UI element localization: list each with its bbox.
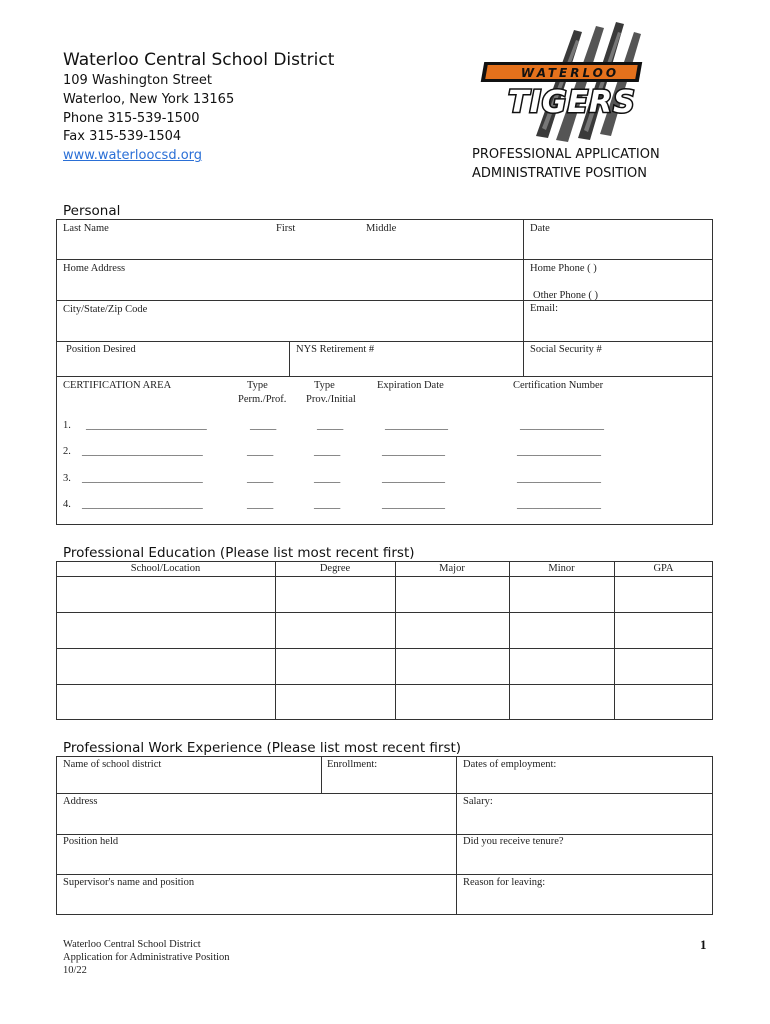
email-field[interactable]: Email: <box>530 303 558 314</box>
type-prov-sub: Prov./Initial <box>306 394 356 405</box>
city-state-zip-field[interactable]: City/State/Zip Code <box>63 304 148 315</box>
home-address-field[interactable]: Home Address <box>63 263 126 274</box>
type-prov-blank[interactable]: _____ <box>317 420 344 431</box>
enrollment-field[interactable]: Enrollment: <box>327 759 378 770</box>
dates-employment-field[interactable]: Dates of employment: <box>463 759 557 770</box>
form-title-line1: PROFESSIONAL APPLICATION <box>472 147 660 162</box>
cert-area-blank[interactable]: _______________________ <box>82 446 203 457</box>
position-desired-field[interactable]: Position Desired <box>66 344 136 355</box>
footer-line1: Waterloo Central School District <box>63 939 201 950</box>
row-number: 4. <box>63 499 71 510</box>
footer-line3: 10/22 <box>63 965 87 976</box>
position-held-field[interactable]: Position held <box>63 836 119 847</box>
personal-heading: Personal <box>63 203 121 219</box>
type-prov-blank[interactable]: _____ <box>314 446 341 457</box>
middle-name-field[interactable]: Middle <box>366 223 397 234</box>
tenure-field[interactable]: Did you receive tenure? <box>463 836 564 847</box>
page-number: 1 <box>700 937 707 952</box>
edu-row[interactable] <box>57 649 712 684</box>
social-security-field[interactable]: Social Security # <box>530 344 602 355</box>
date-field[interactable]: Date <box>530 223 550 234</box>
work-heading: Professional Work Experience (Please list most recent first) <box>63 740 462 756</box>
row-number: 2. <box>63 446 71 457</box>
claw-marks-icon <box>478 18 658 143</box>
cert-number-blank[interactable]: ________________ <box>517 473 601 484</box>
type-perm-sub: Perm./Prof. <box>238 394 287 405</box>
logo-bottom-text: TIGERS <box>508 85 636 120</box>
type-prov-blank[interactable]: _____ <box>314 473 341 484</box>
home-phone-field[interactable]: Home Phone ( ) <box>530 263 597 274</box>
edu-col-gpa: GPA <box>653 563 674 574</box>
nys-retirement-field[interactable]: NYS Retirement # <box>296 344 375 355</box>
work-section <box>56 756 713 915</box>
district-fax: Fax 315-539-1504 <box>63 129 182 144</box>
supervisor-field[interactable]: Supervisor's name and position <box>63 877 195 888</box>
edu-row[interactable] <box>57 577 712 612</box>
expiration-blank[interactable]: ____________ <box>382 473 445 484</box>
school-district-field[interactable]: Name of school district <box>63 759 162 770</box>
reason-leaving-field[interactable]: Reason for leaving: <box>463 877 546 888</box>
form-title-line2: ADMINISTRATIVE POSITION <box>472 166 647 181</box>
edu-col-major: Major <box>439 563 465 574</box>
edu-row[interactable] <box>57 685 712 719</box>
edu-col-degree: Degree <box>319 563 351 574</box>
salary-field[interactable]: Salary: <box>463 796 493 807</box>
last-name-field[interactable]: Last Name <box>63 223 109 234</box>
cert-area-blank[interactable]: _______________________ <box>86 420 207 431</box>
cert-number-blank[interactable]: ________________ <box>517 499 601 510</box>
district-phone: Phone 315-539-1500 <box>63 111 200 126</box>
cert-number-blank[interactable]: ________________ <box>517 446 601 457</box>
first-name-field[interactable]: First <box>276 223 296 234</box>
edu-col-school: School/Location <box>130 563 201 574</box>
type-prov-header: Type <box>314 380 335 391</box>
cert-area-blank[interactable]: _______________________ <box>82 499 203 510</box>
expiration-blank[interactable]: ____________ <box>385 420 448 431</box>
other-phone-field[interactable]: Other Phone ( ) <box>533 290 599 301</box>
cert-number-header: Certification Number <box>513 380 604 391</box>
type-perm-blank[interactable]: _____ <box>247 473 274 484</box>
work-address-field[interactable]: Address <box>63 796 98 807</box>
district-city: Waterloo, New York 13165 <box>63 92 235 107</box>
footer-line2: Application for Administrative Position <box>63 952 230 963</box>
cert-area-blank[interactable]: _______________________ <box>82 473 203 484</box>
tigers-logo <box>478 18 658 143</box>
type-prov-blank[interactable]: _____ <box>314 499 341 510</box>
edu-col-minor: Minor <box>548 563 575 574</box>
row-number: 1. <box>63 420 71 431</box>
expiration-blank[interactable]: ____________ <box>382 499 445 510</box>
edu-row[interactable] <box>57 613 712 648</box>
education-heading: Professional Education (Please list most recent first) <box>63 545 415 561</box>
type-perm-blank[interactable]: _____ <box>250 420 277 431</box>
logo-top-text: WATERLOO <box>520 66 620 80</box>
district-website-link[interactable]: www.waterloocsd.org <box>63 148 203 163</box>
district-name: Waterloo Central School District <box>63 50 335 70</box>
cert-area-header: CERTIFICATION AREA <box>63 380 172 391</box>
cert-number-blank[interactable]: ________________ <box>520 420 604 431</box>
row-number: 3. <box>63 473 71 484</box>
type-perm-blank[interactable]: _____ <box>247 499 274 510</box>
type-perm-header: Type <box>247 380 268 391</box>
expiration-blank[interactable]: ____________ <box>382 446 445 457</box>
expiration-header: Expiration Date <box>377 380 444 391</box>
type-perm-blank[interactable]: _____ <box>247 446 274 457</box>
district-street: 109 Washington Street <box>63 73 212 88</box>
